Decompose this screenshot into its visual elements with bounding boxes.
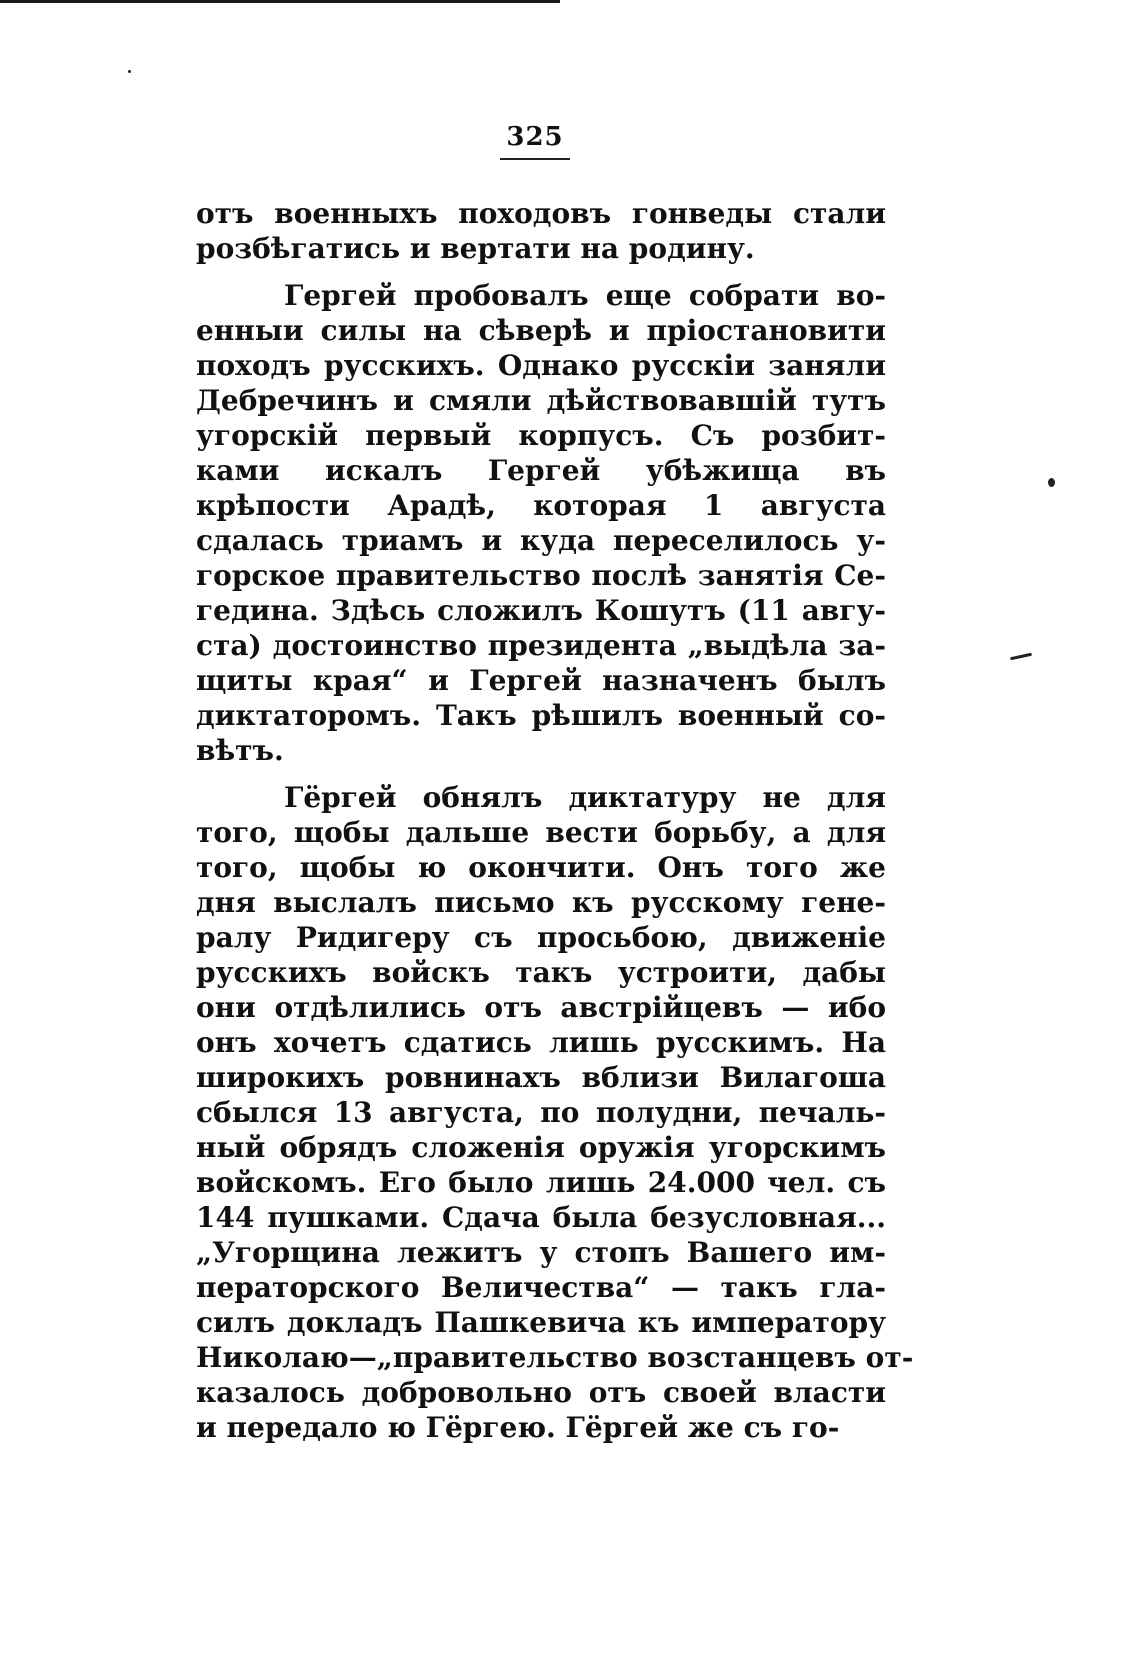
text-line: Николаю—„правительство возстанцевъ от- xyxy=(196,1341,914,1374)
text-line: широкихъ ровнинахъ вблизи Вилагоша xyxy=(196,1061,886,1094)
ink-speck xyxy=(1010,653,1032,661)
ink-speck xyxy=(1048,478,1055,487)
text-line: Дебречинъ и смяли дѣйствовавшій тутъ xyxy=(196,384,886,417)
text-line: и передало ю Гёргею. Гёргей же съ го- xyxy=(196,1411,840,1444)
page-number: 325 xyxy=(506,122,564,152)
paragraph xyxy=(196,196,886,266)
text-line: Гергей пробовалъ еще собрати во- xyxy=(284,279,886,312)
text-line: отъ военныхъ походовъ гонведы стали xyxy=(196,197,886,230)
text-line: дня выслалъ письмо къ русскому гене- xyxy=(196,886,886,919)
text-line: ный обрядъ сложенія оружія угорскимъ xyxy=(196,1131,886,1164)
text-line: онъ хочетъ сдатись лишь русскимъ. На xyxy=(196,1026,886,1059)
text-line: гедина. Здѣсь сложилъ Кошутъ (11 авгу- xyxy=(196,594,886,627)
text-line: силъ докладъ Пашкевича къ императору xyxy=(196,1306,886,1339)
text-line: розбѣгатись и вертати на родину. xyxy=(196,232,755,265)
text-line: войскомъ. Его было лишь 24.000 чел. съ xyxy=(196,1166,886,1199)
text-line: ператорского Величества“ — такъ гла- xyxy=(196,1271,886,1304)
text-line: диктаторомъ. Такъ рѣшилъ военный со- xyxy=(196,699,886,732)
paragraph-gap xyxy=(196,768,886,780)
paragraph-gap xyxy=(196,266,886,278)
text-line: сдалась триамъ и куда переселилось у- xyxy=(196,524,886,557)
text-line: русскихъ войскъ такъ устроити, дабы xyxy=(196,956,886,989)
text-line: угорскій первый корпусъ. Съ розбит- xyxy=(196,419,886,452)
text-line: горское правительство послѣ занятія Се- xyxy=(196,559,886,592)
body-text xyxy=(196,196,914,1445)
text-line: казалось добровольно отъ своей власти xyxy=(196,1376,886,1409)
text-line: того, щобы дальше вести борьбу, а для xyxy=(196,816,886,849)
text-line: ками искалъ Гергей убѣжища въ xyxy=(196,454,886,487)
ink-speck xyxy=(128,70,131,73)
text-line: енныи силы на сѣверѣ и пріостановити xyxy=(196,314,886,347)
text-line: ралу Ридигеру съ просьбою, движеніе xyxy=(196,921,886,954)
paragraph xyxy=(196,278,886,768)
text-line: вѣтъ. xyxy=(196,734,284,767)
text-line: крѣпости Арадѣ, которая 1 августа xyxy=(196,489,886,522)
text-line: Гёргей обнялъ диктатуру не для xyxy=(284,781,886,814)
text-line: щиты края“ и Гергей назначенъ былъ xyxy=(196,664,886,697)
text-line: ста) достоинство президента „выдѣла за- xyxy=(196,629,886,662)
text-line: сбылся 13 августа, по полудни, печаль- xyxy=(196,1096,886,1129)
text-line: походъ русскихъ. Однако русскіи заняли xyxy=(196,349,886,382)
text-line: того, щобы ю окончити. Онъ того же xyxy=(196,851,886,884)
text-line: они отдѣлились отъ австрійцевъ — ибо xyxy=(196,991,886,1024)
text-line: „Угорщина лежитъ у стопъ Вашего им- xyxy=(196,1236,886,1269)
top-border-rule xyxy=(0,0,560,3)
paragraph xyxy=(196,780,914,1445)
page-number-underline xyxy=(500,158,570,160)
text-line: 144 пушками. Сдача была безусловная... xyxy=(196,1201,886,1234)
